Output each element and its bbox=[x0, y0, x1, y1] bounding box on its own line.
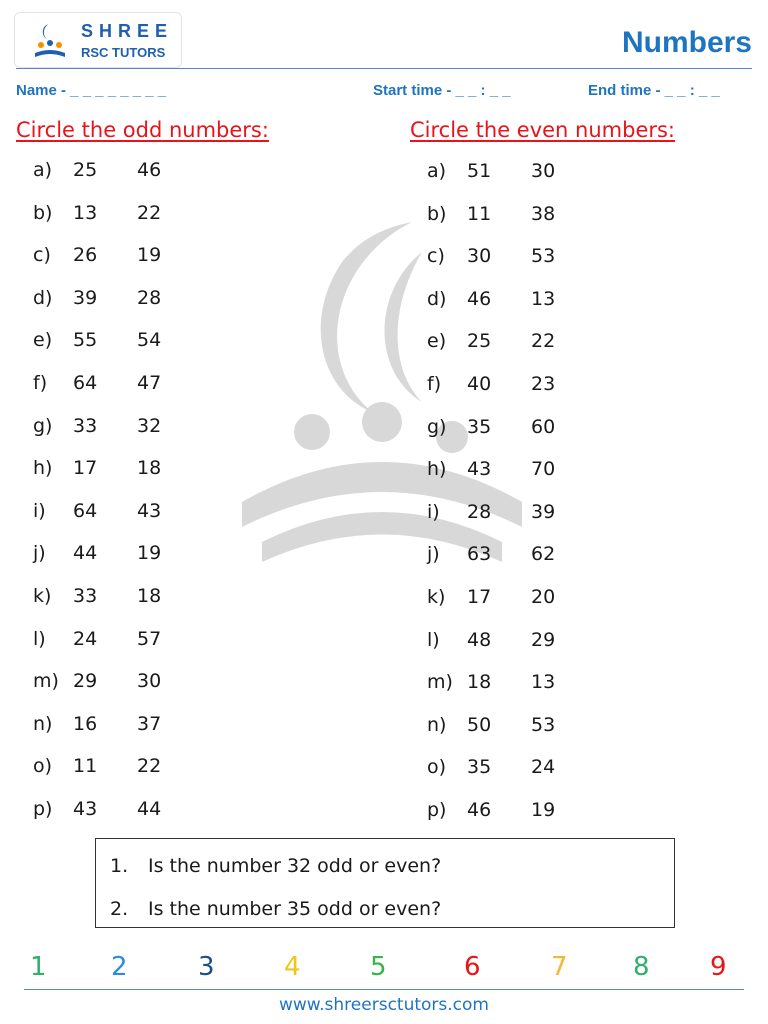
start-time-field: Start time - _ _ : _ _ bbox=[373, 82, 511, 99]
item-label: c) bbox=[33, 244, 51, 267]
item-label: m) bbox=[427, 671, 453, 694]
number-option[interactable]: 37 bbox=[137, 712, 162, 735]
number-option[interactable]: 33 bbox=[73, 414, 98, 437]
item-label: k) bbox=[33, 585, 52, 607]
number-option[interactable]: 54 bbox=[137, 329, 162, 352]
number-option[interactable]: 44 bbox=[73, 542, 98, 565]
number-option[interactable]: 57 bbox=[137, 627, 162, 650]
number-option[interactable]: 53 bbox=[531, 713, 556, 736]
number-option[interactable]: 48 bbox=[467, 628, 492, 651]
question-number: 1. bbox=[110, 855, 129, 877]
item-label: n) bbox=[427, 713, 447, 736]
item-label: d) bbox=[33, 286, 53, 309]
number-option[interactable]: 19 bbox=[137, 244, 162, 267]
even-section-heading: Circle the even numbers: bbox=[410, 118, 676, 142]
number-option[interactable]: 19 bbox=[137, 542, 162, 565]
digit-9: 9 bbox=[710, 952, 727, 982]
number-option[interactable]: 19 bbox=[531, 799, 556, 821]
item-label: l) bbox=[33, 627, 46, 650]
item-label: e) bbox=[427, 330, 447, 353]
item-label: h) bbox=[33, 457, 53, 480]
number-option[interactable]: 46 bbox=[137, 159, 162, 181]
number-option[interactable]: 62 bbox=[531, 543, 556, 566]
number-option[interactable]: 17 bbox=[467, 586, 492, 608]
end-time-field: End time - _ _ : _ _ bbox=[588, 82, 720, 99]
footer-divider bbox=[24, 989, 744, 990]
logo-title: SHREE bbox=[81, 21, 174, 41]
digit-2: 2 bbox=[111, 952, 128, 982]
number-option[interactable]: 20 bbox=[531, 586, 556, 608]
item-label: i) bbox=[33, 499, 46, 522]
number-option[interactable]: 38 bbox=[531, 202, 556, 225]
number-option[interactable]: 51 bbox=[467, 160, 492, 182]
number-option[interactable]: 35 bbox=[467, 415, 492, 438]
digit-7: 7 bbox=[551, 952, 568, 982]
digit-5: 5 bbox=[370, 952, 387, 982]
digit-3: 3 bbox=[198, 952, 215, 982]
item-label: l) bbox=[427, 628, 440, 651]
item-label: g) bbox=[33, 414, 53, 437]
item-label: c) bbox=[427, 245, 445, 268]
number-option[interactable]: 25 bbox=[73, 159, 98, 181]
number-option[interactable]: 28 bbox=[467, 500, 492, 523]
item-label: n) bbox=[33, 712, 53, 735]
number-option[interactable]: 53 bbox=[531, 245, 556, 268]
number-option[interactable]: 55 bbox=[73, 329, 98, 352]
item-label: h) bbox=[427, 458, 447, 481]
number-option[interactable]: 11 bbox=[73, 755, 98, 778]
number-option[interactable]: 11 bbox=[467, 202, 492, 225]
item-label: m) bbox=[33, 670, 59, 693]
number-option[interactable]: 22 bbox=[137, 201, 162, 224]
item-label: a) bbox=[33, 159, 53, 181]
item-label: j) bbox=[33, 542, 46, 565]
item-label: o) bbox=[33, 755, 53, 778]
header-divider bbox=[16, 68, 752, 69]
number-option[interactable]: 43 bbox=[73, 798, 98, 820]
item-label: b) bbox=[427, 202, 447, 225]
name-field: Name - _ _ _ _ _ _ _ _ bbox=[16, 82, 167, 99]
number-option[interactable]: 39 bbox=[73, 286, 98, 309]
number-option[interactable]: 17 bbox=[73, 457, 98, 480]
number-option[interactable]: 24 bbox=[531, 756, 556, 779]
number-option[interactable]: 25 bbox=[467, 330, 492, 353]
number-option[interactable]: 18 bbox=[467, 671, 492, 694]
digit-4: 4 bbox=[284, 952, 301, 982]
number-option[interactable]: 29 bbox=[73, 670, 98, 693]
number-option[interactable]: 13 bbox=[531, 671, 556, 694]
question-text: Is the number 35 odd or even? bbox=[148, 898, 442, 920]
logo-subtitle: RSC TUTORS bbox=[81, 45, 166, 60]
number-option[interactable]: 33 bbox=[73, 585, 98, 607]
number-option[interactable]: 63 bbox=[467, 543, 492, 566]
item-label: j) bbox=[427, 543, 440, 566]
number-option[interactable]: 22 bbox=[531, 330, 556, 353]
question-number: 2. bbox=[110, 898, 129, 920]
number-option[interactable]: 50 bbox=[467, 713, 492, 736]
question-text: Is the number 32 odd or even? bbox=[148, 855, 442, 877]
number-option[interactable]: 26 bbox=[73, 244, 98, 267]
item-label: p) bbox=[33, 798, 53, 820]
item-label: g) bbox=[427, 415, 447, 438]
number-option[interactable]: 47 bbox=[137, 372, 162, 394]
number-option[interactable]: 24 bbox=[73, 627, 98, 650]
number-option[interactable]: 46 bbox=[467, 799, 492, 821]
item-label: f) bbox=[427, 373, 442, 395]
number-option[interactable]: 30 bbox=[467, 245, 492, 268]
watermark-logo-icon bbox=[222, 222, 542, 582]
number-option[interactable]: 64 bbox=[73, 372, 98, 394]
number-option[interactable]: 18 bbox=[137, 457, 162, 480]
item-label: e) bbox=[33, 329, 53, 352]
number-option[interactable]: 39 bbox=[531, 500, 556, 523]
item-label: a) bbox=[427, 160, 447, 182]
number-option[interactable]: 43 bbox=[467, 458, 492, 481]
item-label: p) bbox=[427, 799, 447, 821]
number-option[interactable]: 23 bbox=[531, 373, 556, 395]
number-option[interactable]: 70 bbox=[531, 458, 556, 481]
item-label: f) bbox=[33, 372, 48, 394]
digit-1: 1 bbox=[30, 952, 47, 982]
item-label: d) bbox=[427, 287, 447, 310]
number-option[interactable]: 18 bbox=[137, 585, 162, 607]
footer-url[interactable]: www.shreersctutors.com bbox=[279, 995, 489, 1015]
item-label: o) bbox=[427, 756, 447, 779]
number-option[interactable]: 30 bbox=[531, 160, 556, 182]
number-option[interactable]: 13 bbox=[531, 287, 556, 310]
number-option[interactable]: 32 bbox=[137, 414, 162, 437]
number-option[interactable]: 40 bbox=[467, 373, 492, 395]
odd-section-heading: Circle the odd numbers: bbox=[16, 118, 269, 142]
digit-8: 8 bbox=[633, 952, 650, 982]
item-label: k) bbox=[427, 586, 446, 608]
number-option[interactable]: 43 bbox=[137, 499, 162, 522]
number-option[interactable]: 64 bbox=[73, 499, 98, 522]
page-title: Numbers bbox=[621, 26, 752, 59]
number-option[interactable]: 35 bbox=[467, 756, 492, 779]
number-option[interactable]: 44 bbox=[137, 798, 162, 820]
digit-6: 6 bbox=[464, 952, 481, 982]
number-option[interactable]: 13 bbox=[73, 201, 98, 224]
number-option[interactable]: 22 bbox=[137, 755, 162, 778]
logo bbox=[14, 12, 182, 68]
logo-book-icon bbox=[33, 21, 67, 61]
number-option[interactable]: 30 bbox=[137, 670, 162, 693]
item-label: i) bbox=[427, 500, 440, 523]
number-option[interactable]: 28 bbox=[137, 286, 162, 309]
number-option[interactable]: 29 bbox=[531, 628, 556, 651]
number-option[interactable]: 16 bbox=[73, 712, 98, 735]
number-option[interactable]: 60 bbox=[531, 415, 556, 438]
number-option[interactable]: 46 bbox=[467, 287, 492, 310]
item-label: b) bbox=[33, 201, 53, 224]
